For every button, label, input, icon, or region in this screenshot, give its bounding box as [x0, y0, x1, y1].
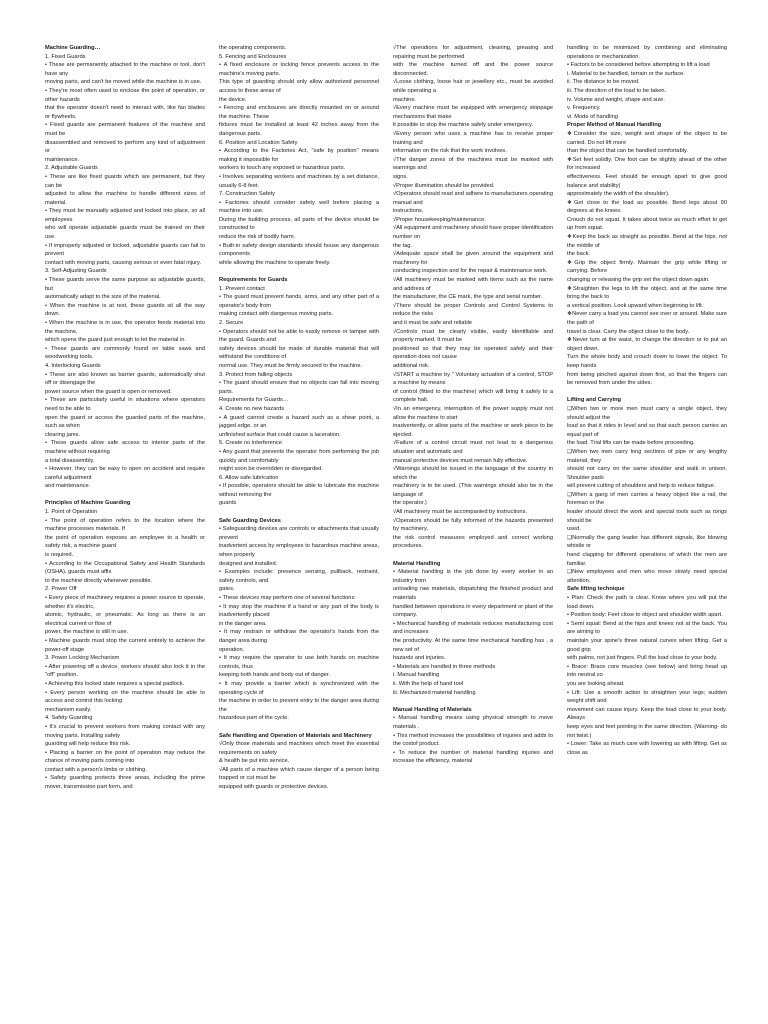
text-line: [45, 491, 205, 500]
text-line: Crouch do not squat. It takes about twice as much effort to get up from squat.: [567, 216, 729, 232]
text-line: 1. Point of Operation: [45, 509, 98, 516]
text-line: making contact with dangerous moving parts.: [219, 311, 334, 318]
text-line: √In an emergency, interruption of the power supply must not allow the machine to start: [393, 405, 555, 421]
text-line: power, the machine is still in use.: [45, 629, 129, 636]
text-line: 4. Safety Guarding: [45, 715, 93, 722]
text-line: √Operators should be fully informed of the hazards presented by machinery,: [393, 517, 555, 533]
text-line: √Controls must be clearly visible, easily identifiable and properly marked. It must be: [393, 328, 555, 344]
text-line: [393, 551, 553, 560]
text-line: contact with a person's limbs or clothing.: [45, 766, 147, 773]
text-line: hazardous part of the cycle.: [219, 715, 289, 722]
text-line: machinery is to be used. (This warnings should also be in the language of: [393, 483, 555, 498]
text-line: √There should be proper Controls and Control Systems to reduce the risks: [393, 302, 555, 318]
text-line: vi. Mode of handling: [567, 113, 618, 120]
text-line: ❖Never turn at the waist, to change the direction or to put an object down.: [567, 337, 729, 352]
text-column-2: [219, 44, 379, 792]
text-line: • A fixed enclosure or locking fence prevents access to the machine's moving parts.: [219, 62, 381, 77]
text-line: keeping both hands and body out of danger.: [219, 672, 330, 679]
text-line: maintenance.: [45, 156, 80, 163]
text-line: 5. Fencing and Enclosures: [219, 53, 287, 60]
text-line: 1. Fixed Guards: [45, 53, 86, 60]
text-line: v. Frequency.: [567, 105, 601, 112]
text-line: • They're most often used to enclose the point of operation, or other hazards: [45, 87, 207, 103]
text-line: [219, 267, 379, 276]
text-line: manual protective devices must remain fully effective.: [393, 457, 528, 464]
text-line: • Machine guards must stop the current entirely to achieve the power-off stage: [45, 637, 207, 653]
text-line: 3. Protect from falling objects: [219, 371, 293, 378]
text-line: the risk control measures employed and correct working procedures.: [393, 534, 555, 550]
text-line: positioned so that they may be operated safely and their operation does not cause: [393, 345, 555, 361]
text-line: handling to be minimized by combining and eliminating operations or mechanization.: [567, 45, 729, 60]
text-line: the tag.: [393, 242, 412, 249]
text-line: • Factories should consider safety well before placing a machine into use.: [219, 199, 381, 215]
text-line: the back.: [567, 251, 591, 258]
text-line: • A guard cannot create a hazard such as a shear point, a jagged edge, or an: [219, 414, 381, 430]
text-line: movement can cause injury. Keep the load close to your body. Always: [567, 706, 729, 722]
text-line: √Every machine must be equipped with emergency stoppage mechanisms that make: [393, 105, 555, 120]
text-line: • Material handling is the job done by every worker in an industry from: [393, 569, 555, 584]
text-line: will prevent cutting of shoulders and help to reduce fatigue.: [567, 483, 716, 490]
text-line: 2. Secure: [219, 320, 244, 326]
text-line: 3. Self-Adjusting Guards: [45, 268, 107, 275]
text-line: guards: [219, 500, 237, 507]
text-line: 7. Construction Safety: [219, 191, 275, 198]
text-line: workers to touch any exposed or hazardous parts.: [219, 165, 346, 172]
text-line: the productivity. At the same time mechanical handling has , a new set of: [393, 637, 555, 653]
text-line: ❖Straighten the legs to lift the object, and at the same time bring the back to: [567, 285, 729, 301]
text-line: travel is clear. Carry the object close to the body.: [567, 328, 690, 335]
text-line: • It may provide a barrier which is synchronized with the operating cycle of: [219, 680, 381, 696]
text-line: • Manual handling means using physical strength to move materials .: [393, 715, 555, 730]
text-line: 4. Create no new hazards: [219, 405, 285, 412]
text-line: √START a machine by " Voluntary actuation of a control, STOP a machine by means: [393, 371, 555, 387]
text-line: fixtures must be installed at least 42 inches away from the dangerous parts.: [219, 122, 381, 137]
section-heading: Manual Handling of Materials: [393, 706, 472, 713]
text-line: changing or releasing the grip set the object down again.: [567, 277, 710, 284]
text-line: designed and installed.: [219, 560, 278, 567]
text-line: • However, they can be easy to open on accident and require careful adjustment: [45, 466, 207, 481]
text-line: and it must be safe and reliable: [393, 320, 473, 326]
text-line: • Lift: Use a smooth action to straighten your legs; sudden weight shift and: [567, 689, 729, 705]
text-line: √All machinery must be marked with items such as the name and address of: [393, 277, 555, 292]
text-line: & health be put into service.: [219, 758, 290, 765]
text-column-4: [567, 44, 727, 757]
text-line: inadvertent access by employees to hazardous machine areas, when properly: [219, 543, 381, 559]
text-line: which opens the guard just enough to let the material in.: [45, 337, 187, 344]
text-line: ❑When a gang of men carries a heavy object like a rail, the foreman or the: [567, 491, 729, 507]
section-heading: Proper Method of Manual Handling: [567, 122, 662, 129]
text-line: keep eyes and feet pointing in the same direction. (Warning- do not twist.): [567, 723, 729, 739]
text-line: • The guard should ensure that no objects can fall into moving parts.: [219, 380, 381, 395]
text-line: • Operators should not be able to easily remove or tamper with the guard. Guards and: [219, 328, 381, 344]
text-line: • According to the Occupational Safety and Health Standards (OSHA), guards must affix: [45, 560, 207, 576]
text-line: 6. Position and Location Safety: [219, 139, 298, 146]
text-line: the manufacturer, the CE mark, the type and serial number.: [393, 294, 543, 301]
text-line: • Placing a barrier on the point of operation may reduce the chance of moving parts coming into: [45, 749, 207, 765]
text-line: [219, 723, 379, 732]
text-line: automatically adapt to the size of the material.: [45, 294, 161, 301]
text-line: the operator.): [393, 500, 427, 507]
text-line: • They must be manually adjusted and locked into place, so all employees: [45, 208, 207, 223]
text-line: the load. Trial lifts can be made before proceeding.: [567, 440, 695, 447]
text-line: ❑When two or more men must carry a single object, they should adjust the: [567, 405, 729, 421]
text-line: unloading raw materials, dispatching the finished product and materials: [393, 586, 555, 601]
text-line: • These are permanently attached to the machine or tool, don't have any: [45, 62, 207, 77]
text-line: • Involves separating workers and machines by a set distance, usually 6-8 feet.: [219, 173, 381, 189]
text-line: moving parts, and can't be moved while the machine is in use.: [45, 79, 202, 86]
text-line: [567, 388, 727, 397]
section-heading: Material Handling: [393, 560, 441, 567]
text-line: with palms, not just fingers. Pull the load close to your body.: [567, 655, 718, 662]
text-line: signs.: [393, 173, 408, 180]
text-line: ❖Get close to the load as possible. Bend legs about 90 degrees at the knees.: [567, 199, 729, 215]
text-line: • It may restrain or withdraw the operator's hands from the danger area during: [219, 629, 381, 644]
section-heading: Requirements for Guards: [219, 277, 288, 284]
text-line: should not carry on the same shoulder and walk in unison. Shoulder pads: [567, 466, 729, 481]
text-line: • It's crucial to prevent workers from making contact with any moving parts. Installing safety: [45, 723, 207, 739]
text-line: • The guard must prevent hands, arms, and any other part of a operator's body from: [219, 294, 381, 309]
text-column-1: [45, 44, 205, 792]
text-line: the operating components.: [219, 45, 287, 51]
text-line: • Examples include: presence sensing, pullback, restraint, safety controls, and: [219, 569, 381, 584]
text-line: • These guards allow safe access to interior parts of the machine without requiring: [45, 440, 207, 455]
text-line: • According to the Factories Act, "safe by position" means making it impossible for: [219, 148, 381, 163]
text-line: iii. Mechanized material handling: [393, 689, 476, 696]
text-line: • Built-in safety design standards should house any dangerous components: [219, 242, 381, 258]
text-line: normal use. They must be firmly secured to the machine.: [219, 362, 363, 369]
text-line: load so that it rides in level and so that each person carries an equal part of: [567, 423, 729, 438]
text-line: i. Material to be handled, terrain or the surface.: [567, 70, 685, 77]
text-line: This type of guarding should only allow authorized personnel access to these areas of: [219, 79, 381, 94]
text-line: • Safety guarding protects three areas, including the prime mover, transmission part form, and: [45, 775, 207, 791]
text-line: √Proper housekeeping/maintenance.: [393, 216, 486, 223]
text-line: guarding will help reduce this risk.: [45, 741, 131, 748]
text-line: approximately the width of the shoulder).: [567, 191, 670, 198]
text-line: • Lower: Take as much care with lowering as with lifting. Get as close as: [567, 741, 729, 756]
section-heading: Safe Handling and Operation of Materials and Machinery: [219, 732, 372, 739]
text-line: [219, 508, 379, 517]
text-line: you are looking ahead.: [567, 680, 625, 687]
text-line: • Mechanical handling of materials reduces manufacturing cost and increases: [393, 620, 555, 636]
text-line: • When the machine is in use, the operator feeds material into the machine,: [45, 320, 207, 335]
text-line: • Fencing and enclosures are directly mounted on or around the machine. These: [219, 105, 381, 120]
text-line: √Failure of a control circuit must not lead to a dangerous situation and automatic and: [393, 440, 555, 455]
section-heading: Lifting and Carrying: [567, 397, 622, 404]
text-line: ❖Consider the size, weight and shape of the object to be carried. Do not lift more: [567, 130, 729, 146]
text-line: • Semi squat: Bend at the hips and knees not at the back. You are aiming to: [567, 620, 729, 636]
text-line: clearing jams.: [45, 431, 81, 438]
text-line: • The point of operation refers to the location where the machine processes materials. If: [45, 517, 207, 533]
text-line: inadvertently, or allow parts of the machine or work piece to be ejected.: [393, 423, 555, 438]
text-line: 2. Power Off: [45, 586, 77, 593]
text-line: √All parts of a machine which cause danger of a person being trapped or cut must be: [219, 766, 381, 782]
text-line: equipped with guards or protective devices.: [219, 784, 329, 791]
text-line: √The operations for adjustment, cleaning, greasing and repairing must be performed: [393, 45, 555, 60]
text-line: • Materials are handled in three methods: [393, 663, 496, 670]
section-heading: Principles of Machine Guarding: [45, 500, 131, 507]
text-line: information on the risk that the work involves.: [393, 148, 507, 155]
text-line: ii. The distance to be moved.: [567, 79, 640, 86]
text-line: • These are particularly useful in situations where operators need to be able to: [45, 397, 207, 412]
text-line: 6. Allow safe lubrication: [219, 474, 279, 481]
text-line: • To reduce the number of material handling injuries and increase the efficiency, material: [393, 749, 555, 765]
text-line: hand clapping for different operations of which the men are familiar.: [567, 552, 729, 567]
text-line: √All equipment and machinery should have proper identification number on: [393, 225, 555, 241]
text-line: [393, 697, 553, 706]
text-line: ❑When two men carry long sections of pipe or any lengthy material, they: [567, 448, 729, 464]
text-line: 3. Power Locking Mechanism: [45, 655, 120, 662]
text-line: while allowing the machine to operate freely.: [219, 259, 331, 266]
text-line: √The danger zones of the machines must be marked with warnings and: [393, 156, 555, 172]
text-line: used.: [567, 526, 581, 533]
text-line: operation.: [219, 646, 245, 653]
text-line: √Operators should read and adhere to manufacturers operating manual and: [393, 191, 555, 206]
text-line: a total disassembly.: [45, 457, 95, 464]
text-line: • It may stop the machine if a hand or any part of the body is inadvertently placed: [219, 603, 381, 619]
text-line: a vertical position. Look upward when beginning to lift.: [567, 302, 704, 309]
text-line: unfinished surface that could cause a laceration.: [219, 431, 341, 438]
text-line: it possible to stop the machine safely under emergency.: [393, 122, 533, 129]
text-line: leader should direct the work and special tools such as tongs should be: [567, 509, 729, 524]
text-line: • Safeguarding devices are controls or attachments that usually prevent: [219, 526, 381, 541]
text-line: the device.: [219, 96, 247, 103]
text-line: 5. Create no interference: [219, 440, 282, 447]
text-line: • Fixed guards are permanent features of the machine and must be: [45, 122, 207, 137]
text-line: disassembled and removed to perform any kind of adjustment or: [45, 139, 207, 155]
text-line: atomic, hydraulic, or pneumatic. As long as there is an electrical current or flow of: [45, 612, 207, 627]
text-line: Turn the whole body and crouch down to lower the object. To keep hands: [567, 354, 729, 369]
text-line: might soon be overridden or disregarded.: [219, 466, 324, 473]
text-line: • This method increases the possibilities of injuries and adds to the costof product.: [393, 732, 555, 748]
text-line: safety devices should be made of durable material that will withstand the conditions of: [219, 345, 381, 361]
text-line: and maintenance.: [45, 483, 91, 490]
text-line: • These are like fixed guards which are permanent, but they can be: [45, 173, 207, 189]
text-line: √Every person who uses a machine has to receive proper training and: [393, 130, 555, 146]
text-line: • If improperly adjusted or locked, adjustable guards can fail to prevent: [45, 242, 207, 258]
text-line: handled between operations in every department or plant of the company.: [393, 603, 555, 619]
section-heading: Machine Guarding…: [45, 45, 101, 51]
text-line: • It may require the operator to use both hands on machine controls, thus: [219, 655, 381, 670]
text-line: than the object that can be handled comfortably.: [567, 148, 688, 155]
text-line: √Warnings should be issued in the language of the country in which the: [393, 466, 555, 481]
text-line: √Adequate space shall be given around the equipment and machinery for: [393, 251, 555, 266]
text-line: of control (fitted to the machine) which will bring it safely to a complete halt.: [393, 388, 555, 404]
text-line: During the building process, all parts of the device should be constructed to: [219, 216, 381, 232]
text-line: • If possible, operators should be able to lubricate the machine without removing the: [219, 483, 381, 498]
text-line: in the danger area.: [219, 620, 267, 627]
text-line: 4. Interlocking Guards: [45, 362, 101, 369]
text-line: • These guards are commonly found on table saws and woodworking tools.: [45, 345, 207, 361]
section-heading: Safe lifting technique: [567, 586, 625, 593]
section-heading: Safe Guarding Devices: [219, 517, 281, 524]
text-line: who will operate adjustable guards must be trained on their use.: [45, 225, 207, 241]
text-line: from being pinched against down first, so that the fingers can be removed from under the sides.: [567, 371, 729, 387]
text-line: 1. Prevent contact: [219, 285, 265, 292]
text-line: effectiveness. Feet should be enough apart to give good balance and stability(: [567, 173, 729, 189]
text-line: 2. Adjustable Guards: [45, 165, 98, 172]
text-line: reduce the risk of bodily harm.: [219, 234, 296, 241]
text-line: Requirements for Guards…: [219, 397, 289, 404]
text-line: • When the machine is at rest, these guards sit all the way down.: [45, 302, 207, 318]
text-line: √Proper illumination should be provided.: [393, 182, 495, 189]
text-line: machine.: [393, 96, 417, 103]
text-line: mechanism easily.: [45, 706, 92, 713]
text-line: ❖Keep the back as straight as possible. Bend at the hips, not the middle of: [567, 234, 729, 249]
text-line: gates.: [219, 586, 235, 593]
text-line: additional risk.: [393, 362, 430, 369]
text-line: ii. With the help of hand tool: [393, 680, 464, 687]
text-line: ❑New employees and men who move slowly need special attention.: [567, 569, 729, 584]
text-line: conducting inspection and for the repair & maintenance work.: [393, 268, 548, 275]
text-line: iv. Volume and weight, shape and size.: [567, 96, 665, 103]
text-line: • Brace: Brace core muscles (see below) and bring head up into neutral so: [567, 663, 729, 679]
text-line: ❑Normally the gang leader has different signals, like blowing whistle or: [567, 534, 729, 550]
text-line: hazards and injuries.: [393, 655, 446, 662]
text-line: √Only those materials and machines which meet the essential requirements on safety: [219, 741, 381, 756]
text-line: √Loose clothing, loose hair or jewellery etc., must be avoided while operating a: [393, 79, 555, 94]
text-line: • Factors to be considered before attempting to lift a load: [567, 62, 710, 69]
text-line: contact with moving parts, causing serious or even fatal injury.: [45, 259, 202, 266]
text-line: with the machine turned off and the power source disconnected.: [393, 62, 555, 77]
text-line: adjusted to allow the machine to handle different sizes of material.: [45, 191, 207, 206]
text-line: instructions.: [393, 208, 424, 215]
text-line: the point of operation exposes an employee to a health or safety risk, a machine guard: [45, 534, 207, 550]
text-line: ❖Never carry a load you cannot see over or around. Make sure the path of: [567, 311, 729, 326]
text-line: • Achieving this locked state requires a special padlock.: [45, 680, 185, 687]
text-line: • Every person working on the machine should be able to access and control this locking: [45, 689, 207, 705]
text-line: • These devices may perform one of several functions:: [219, 595, 356, 601]
text-line: √All machinery must be accompanied by instructions.: [393, 509, 527, 516]
text-line: to the machine directly whenever possible.: [45, 577, 153, 584]
text-line: • Plan: Check the path is clear. Know where you will put the load down.: [567, 595, 729, 610]
text-line: • Position body: Feet close to object and shoulder width apart.: [567, 612, 723, 619]
text-line: that the operator doesn't need to interact with, like fan blades or flywheels.: [45, 105, 207, 120]
text-line: is required.: [45, 552, 74, 559]
text-line: • These guards serve the same purpose as adjustable guards, but: [45, 277, 207, 292]
text-column-3: [393, 44, 553, 766]
text-line: maintain your spine's three natural curves when lifting. Get a good grip: [567, 637, 729, 653]
text-line: • After powering off a device, workers should also lock it in the "off" position.: [45, 663, 207, 679]
text-line: open the guard or access the guarded parts of the machine, such as when: [45, 414, 207, 430]
text-line: power source when the guard is open or removed.: [45, 388, 172, 395]
text-line: • These are also known as barrier guards, automatically shut off or disengage the: [45, 371, 207, 387]
text-line: i. Manual handling: [393, 672, 440, 679]
text-line: the machine in order to prevent entry to the danger area during the: [219, 698, 381, 713]
text-line: iii. The direction of the load to be taken.: [567, 87, 667, 94]
text-line: • Any guard that prevents the operator from performing the job quickly and comfortably: [219, 448, 381, 464]
text-line: • Every piece of machinery requires a power source to operate, whether it's electric,: [45, 595, 207, 610]
text-line: ❖Set feet solidly. One foot can be slightly ahead of the other for increased: [567, 156, 729, 172]
text-line: ❖Grip the object firmly. Maintain the grip while lifting or carrying. Before: [567, 259, 729, 275]
